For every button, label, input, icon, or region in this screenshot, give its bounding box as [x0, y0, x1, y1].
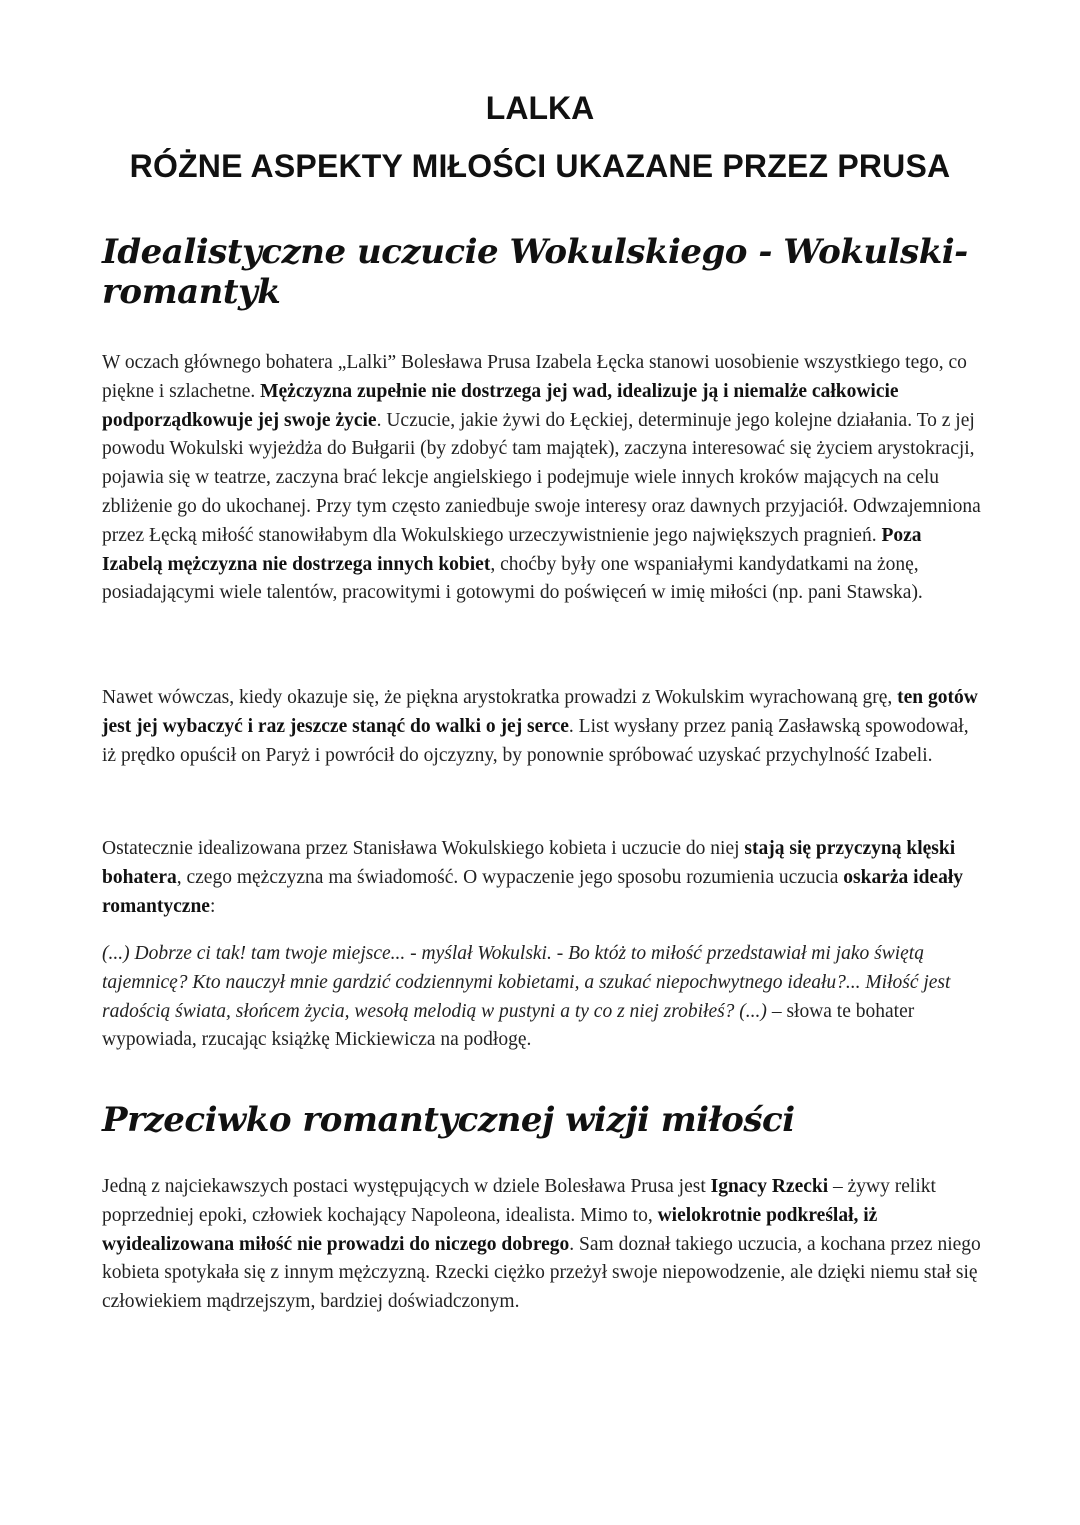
paragraph-text: Jedną z najciekawszych postaci występujących w dziele Bolesława Prusa jest — [102, 1176, 711, 1197]
section-heading-against-romantic-vision: Przeciwko romantycznej wizji miłości — [102, 1100, 795, 1140]
paragraph-bold-text: ten gotów jest jej wybaczyć i raz jeszcze stanąć do walki o jej serce — [102, 687, 978, 737]
paragraph-bold-text: Mężczyzna zupełnie nie dostrzega jej wad, idealizuje ją i niemalże całkowicie podporządkowuje jej swoje życie — [102, 380, 899, 431]
paragraph-text: . Uczucie, jakie żywi do Łęckiej, determinuje jego kolejne działania. To z jej powodu Wokulski wyjeżdża do Bułgarii (by zdobyć tam majątek), zaczyna interesować się życiem arystokracji, pojawia się w teatrze, zaczyna brać lekcje angielskiego i podejmuje wiele innych kroków mających na celu zbliżenie go do ukochanej. Przy tym często zaniedbuje swoje interesy oraz dawnych przyjaciół. Odwzajemniona przez Łęcką miłość stanowiłabym dla Wokulskiego urzeczywistnienie jego największych pragnień. — [102, 409, 981, 546]
paragraph-quotation — [102, 940, 982, 1055]
paragraph-cause-of-defeat — [102, 835, 982, 921]
paragraph-bold-text: stają się przyczyną klęski bohatera — [102, 838, 956, 888]
paragraph-bold-text: Ignacy Rzecki — [710, 1176, 829, 1197]
paragraph-text: . List wysłany przez panią Zasławską spowodował, iż prędko opuścił on Paryż i powrócił do ojczyzny, by ponownie spróbować uzyskać przychylność Izabeli. — [102, 715, 969, 766]
paragraph-text: . Sam doznał takiego uczucia, a kochana przez niego kobieta spotykała się z innym mężczyzną. Rzecki ciężko przeżył swoje niepowodzenie, ale dzięki niemu stał się człowiekiem mądrzejszym, bardziej doświadczonym. — [102, 1233, 981, 1313]
quotation-italic-text: (...) Dobrze ci tak! tam twoje miejsce... - myślał Wokulski. - Bo któż to miłość przedstawiał mi jako świętą tajemnicę? Kto nauczył mnie gardzić codziennymi kobietami, a szukać niepochwytnego ideału?... Miłość jest radością świata, słońcem życia, wesołą melodią w pustyni a ty co z niej zrobiłeś? (...) — [102, 943, 951, 1022]
paragraph-text: , czego mężczyzna ma świadomość. O wypaczenie jego sposobu rozumienia uczucia — [176, 866, 844, 888]
paragraph-text: – słowa te bohater wypowiada, rzucając książkę Mickiewicza na podłogę. — [102, 1000, 915, 1051]
paragraph-wokulski-idealizes — [102, 349, 982, 608]
paragraph-text: Ostatecznie idealizowana przez Stanisława Wokulskiego kobieta i uczucie do niej — [102, 838, 745, 859]
page-title: LALKA — [485, 90, 595, 126]
paragraph-bold-text: wielokrotnie podkreślał, iż wyidealizowana miłość nie prowadzi do niczego dobrego — [102, 1204, 878, 1255]
paragraph-bold-text: Poza Izabelą mężczyzna nie dostrzega innych kobiet — [102, 524, 922, 575]
paragraph-ignacy-rzecki — [102, 1173, 982, 1317]
paragraph-text: – żywy relikt poprzedniej epoki, człowiek kochający Napoleona, idealista. Mimo to, — [102, 1176, 936, 1226]
paragraph-text: W oczach głównego bohatera „Lalki” Bolesława Prusa Izabela Łęcka stanowi uosobienie wszystkiego tego, co piękne i szlachetne. — [102, 352, 967, 402]
title-block — [0, 88, 1080, 186]
paragraph-text: : — [209, 895, 216, 917]
section-heading-idealistic-feeling: Idealistyczne uczucie Wokulskiego - Wokulski-romantyk — [102, 232, 968, 312]
paragraph-text: Nawet wówczas, kiedy okazuje się, że piękna arystokratka prowadzi z Wokulskim wyrachowaną grę, — [102, 687, 898, 708]
page-subtitle: RÓŻNE ASPEKTY MIŁOŚCI UKAZANE PRZEZ PRUSA — [129, 148, 951, 184]
paragraph-bold-text: oskarża ideały romantyczne — [102, 866, 963, 917]
paragraph-text: , choćby były one wspaniałymi kandydatkami na żonę, posiadającymi wiele talentów, pracowitymi i gotowymi do poświęceń w imię miłości (np. pani Stawska). — [102, 553, 923, 604]
paragraph-ready-to-forgive — [102, 684, 982, 770]
